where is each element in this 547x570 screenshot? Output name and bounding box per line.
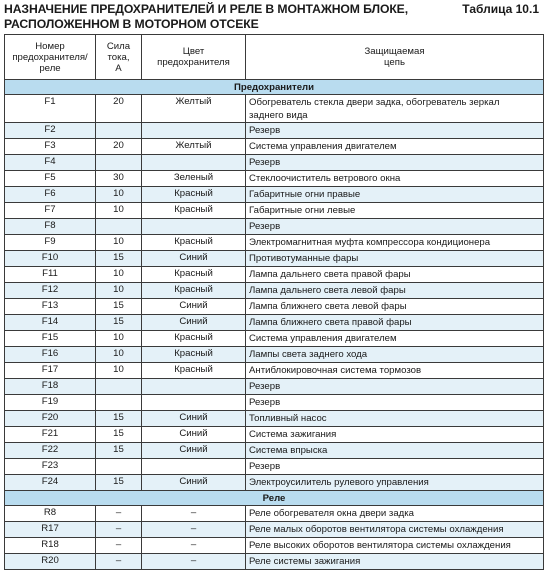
cell-current: 10 — [96, 187, 142, 203]
fuse-row — [5, 395, 544, 411]
cell-color: Красный — [142, 267, 246, 283]
cell-color — [142, 379, 246, 395]
cell-number: R18 — [5, 538, 96, 554]
cell-circuit — [246, 123, 544, 139]
cell-circuit — [246, 522, 544, 538]
cell-number: F4 — [5, 155, 96, 171]
cell-circuit — [246, 443, 544, 459]
circuit-text: Лампы света заднего хода — [249, 349, 368, 360]
cell-number: F19 — [5, 395, 96, 411]
cell-color: Синий — [142, 443, 246, 459]
cell-number: F5 — [5, 171, 96, 187]
circuit-text-continued: заднего вида — [249, 110, 308, 121]
cell-current: 15 — [96, 251, 142, 267]
cell-number: F23 — [5, 459, 96, 475]
fuse-row — [5, 203, 544, 219]
cell-color: Синий — [142, 299, 246, 315]
cell-number: R17 — [5, 522, 96, 538]
cell-circuit — [246, 283, 544, 299]
cell-current — [96, 395, 142, 411]
circuit-text: Топливный насос — [249, 413, 327, 424]
cell-circuit — [246, 538, 544, 554]
cell-circuit — [246, 315, 544, 331]
fuse-row — [5, 347, 544, 363]
cell-current: 30 — [96, 171, 142, 187]
table-body — [5, 80, 544, 570]
cell-color: Синий — [142, 475, 246, 491]
table-number: Таблица 10.1 — [462, 2, 539, 16]
cell-circuit — [246, 379, 544, 395]
cell-color: – — [142, 506, 246, 522]
header-circuit: Защищаемая цепь — [246, 35, 544, 80]
circuit-text: Резерв — [249, 125, 281, 136]
cell-color: Красный — [142, 283, 246, 299]
circuit-text: Электроусилитель рулевого управления — [249, 477, 429, 488]
cell-color: – — [142, 522, 246, 538]
cell-current: 10 — [96, 235, 142, 251]
circuit-text: Габаритные огни правые — [249, 189, 361, 200]
cell-color: – — [142, 538, 246, 554]
section-label: Реле — [5, 491, 544, 506]
cell-number: F9 — [5, 235, 96, 251]
circuit-text: Резерв — [249, 381, 281, 392]
fuse-row — [5, 251, 544, 267]
section-fuses — [5, 80, 544, 95]
circuit-text: Лампа ближнего света правой фары — [249, 317, 412, 328]
cell-color — [142, 123, 246, 139]
cell-circuit — [246, 267, 544, 283]
cell-current — [96, 219, 142, 235]
cell-number: R20 — [5, 554, 96, 570]
cell-current: 10 — [96, 347, 142, 363]
circuit-text: Стеклоочиститель ветрового окна — [249, 173, 401, 184]
cell-circuit — [246, 299, 544, 315]
circuit-text: Реле системы зажигания — [249, 556, 361, 567]
cell-number: F3 — [5, 139, 96, 155]
cell-current: 15 — [96, 443, 142, 459]
fuse-row — [5, 411, 544, 427]
section-relays — [5, 491, 544, 506]
fuse-relay-table — [4, 34, 544, 570]
fuse-row — [5, 379, 544, 395]
circuit-text: Габаритные огни левые — [249, 205, 356, 216]
fuse-row — [5, 315, 544, 331]
cell-current: 20 — [96, 95, 142, 123]
cell-circuit — [246, 219, 544, 235]
cell-number: F8 — [5, 219, 96, 235]
cell-color: Синий — [142, 411, 246, 427]
cell-number: F20 — [5, 411, 96, 427]
cell-current: 20 — [96, 139, 142, 155]
cell-number: F15 — [5, 331, 96, 347]
cell-number: F1 — [5, 95, 96, 123]
fuse-row — [5, 475, 544, 491]
cell-color: Красный — [142, 331, 246, 347]
circuit-text: Система управления двигателем — [249, 333, 397, 344]
cell-circuit — [246, 171, 544, 187]
circuit-text: Резерв — [249, 221, 281, 232]
cell-current: – — [96, 554, 142, 570]
cell-circuit — [246, 459, 544, 475]
fuse-row — [5, 139, 544, 155]
fuse-row — [5, 187, 544, 203]
cell-current: 15 — [96, 315, 142, 331]
cell-circuit — [246, 554, 544, 570]
cell-current: 10 — [96, 267, 142, 283]
cell-color: Красный — [142, 235, 246, 251]
header-number: Номер предохранителя/ реле — [5, 35, 96, 80]
table-title — [4, 2, 444, 32]
fuse-row — [5, 235, 544, 251]
fuse-row — [5, 331, 544, 347]
cell-circuit — [246, 427, 544, 443]
cell-color: Красный — [142, 203, 246, 219]
fuse-row — [5, 171, 544, 187]
cell-number: R8 — [5, 506, 96, 522]
cell-color: – — [142, 554, 246, 570]
cell-current: 10 — [96, 363, 142, 379]
fuse-row — [5, 283, 544, 299]
cell-number: F22 — [5, 443, 96, 459]
cell-current: – — [96, 506, 142, 522]
cell-color: Желтый — [142, 95, 246, 123]
section-label: Предохранители — [5, 80, 544, 95]
cell-current: 15 — [96, 299, 142, 315]
cell-current: 10 — [96, 203, 142, 219]
circuit-text: Реле высоких оборотов вентилятора системы охлаждения — [249, 540, 511, 551]
cell-circuit — [246, 395, 544, 411]
circuit-text: Система управления двигателем — [249, 141, 397, 152]
cell-color: Красный — [142, 363, 246, 379]
cell-circuit — [246, 187, 544, 203]
cell-number: F12 — [5, 283, 96, 299]
relay-row — [5, 522, 544, 538]
circuit-text: Реле обогревателя окна двери задка — [249, 508, 414, 519]
cell-circuit — [246, 347, 544, 363]
cell-current: – — [96, 538, 142, 554]
cell-number: F2 — [5, 123, 96, 139]
relay-row — [5, 538, 544, 554]
cell-color: Красный — [142, 187, 246, 203]
fuse-row — [5, 219, 544, 235]
cell-circuit — [246, 363, 544, 379]
cell-color: Желтый — [142, 139, 246, 155]
cell-number: F17 — [5, 363, 96, 379]
cell-color — [142, 459, 246, 475]
cell-circuit — [246, 411, 544, 427]
circuit-text: Система зажигания — [249, 429, 337, 440]
cell-current: 10 — [96, 283, 142, 299]
cell-number: F6 — [5, 187, 96, 203]
cell-color: Синий — [142, 315, 246, 331]
circuit-text: Обогреватель стекла двери задка, обогреватель зеркал — [249, 97, 500, 108]
cell-color: Красный — [142, 347, 246, 363]
cell-number: F11 — [5, 267, 96, 283]
cell-current — [96, 155, 142, 171]
cell-color: Синий — [142, 251, 246, 267]
fuse-row — [5, 95, 544, 123]
cell-number: F10 — [5, 251, 96, 267]
relay-row — [5, 554, 544, 570]
cell-current — [96, 123, 142, 139]
cell-color — [142, 395, 246, 411]
cell-color — [142, 155, 246, 171]
cell-current: 10 — [96, 331, 142, 347]
cell-current — [96, 379, 142, 395]
circuit-text: Реле малых оборотов вентилятора системы охлаждения — [249, 524, 504, 535]
cell-circuit — [246, 203, 544, 219]
circuit-text: Лампа дальнего света левой фары — [249, 285, 406, 296]
cell-circuit — [246, 139, 544, 155]
fuse-row — [5, 427, 544, 443]
cell-number: F14 — [5, 315, 96, 331]
cell-number: F21 — [5, 427, 96, 443]
cell-color: Зеленый — [142, 171, 246, 187]
circuit-text: Лампа ближнего света левой фары — [249, 301, 407, 312]
cell-circuit — [246, 475, 544, 491]
circuit-text: Электромагнитная муфта компрессора кондиционера — [249, 237, 491, 248]
fuse-row — [5, 363, 544, 379]
cell-number: F18 — [5, 379, 96, 395]
header-color: Цвет предохранителя — [142, 35, 246, 80]
cell-circuit — [246, 235, 544, 251]
circuit-text: Резерв — [249, 397, 281, 408]
circuit-text: Резерв — [249, 461, 281, 472]
title-line-1: НАЗНАЧЕНИЕ ПРЕДОХРАНИТЕЛЕЙ И РЕЛЕ В МОНТАЖНОМ БЛОКЕ, — [4, 2, 408, 16]
cell-number: F13 — [5, 299, 96, 315]
fuse-row — [5, 123, 544, 139]
cell-color: Синий — [142, 427, 246, 443]
cell-circuit — [246, 155, 544, 171]
cell-number: F16 — [5, 347, 96, 363]
fuse-row — [5, 267, 544, 283]
fuse-row — [5, 459, 544, 475]
circuit-text: Лампа дальнего света правой фары — [249, 269, 411, 280]
cell-circuit — [246, 251, 544, 267]
cell-circuit — [246, 506, 544, 522]
cell-current: 15 — [96, 411, 142, 427]
cell-current: – — [96, 522, 142, 538]
cell-color — [142, 219, 246, 235]
circuit-text: Резерв — [249, 157, 281, 168]
fuse-row — [5, 299, 544, 315]
relay-row — [5, 506, 544, 522]
fuse-row — [5, 155, 544, 171]
cell-current — [96, 459, 142, 475]
header-current: Сила тока, А — [96, 35, 142, 80]
cell-current: 15 — [96, 427, 142, 443]
circuit-text: Противотуманные фары — [249, 253, 359, 264]
cell-current: 15 — [96, 475, 142, 491]
cell-number: F24 — [5, 475, 96, 491]
fuse-row — [5, 443, 544, 459]
title-line-2: РАСПОЛОЖЕННОМ В МОТОРНОМ ОТСЕКЕ — [4, 17, 259, 31]
circuit-text: Система впрыска — [249, 445, 328, 456]
cell-circuit — [246, 331, 544, 347]
circuit-text: Антиблокировочная система тормозов — [249, 365, 422, 376]
cell-circuit — [246, 95, 544, 123]
cell-number: F7 — [5, 203, 96, 219]
header-row — [5, 35, 544, 80]
